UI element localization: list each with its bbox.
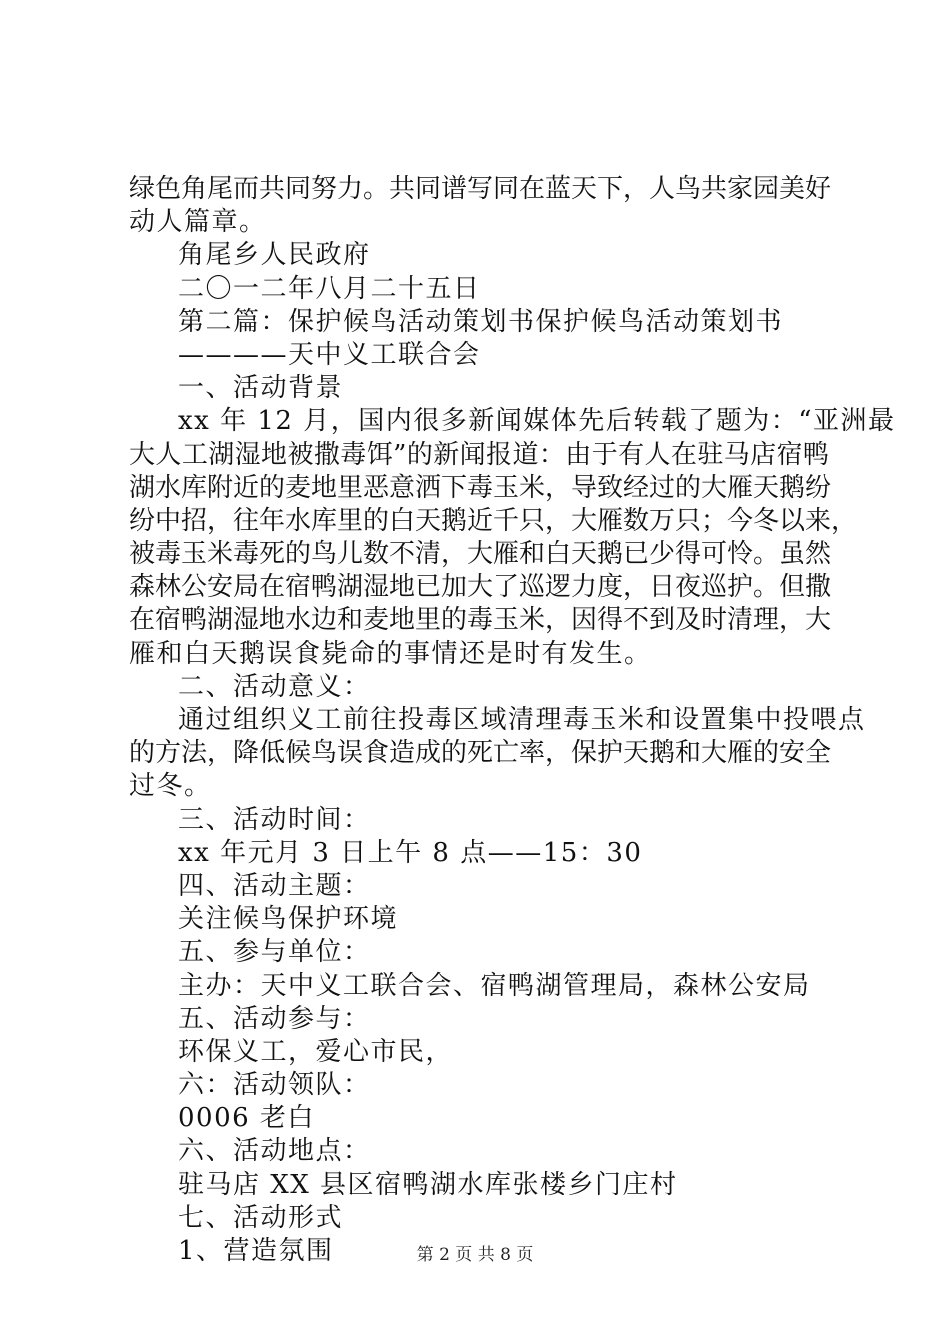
text-line: 大人工湖湿地被撒毒饵”的新闻报道：由于有人在驻马店宿鸭 [129,439,829,470]
text-line: 森林公安局在宿鸭湖湿地已加大了巡逻力度，日夜巡护。但撒 [129,572,832,603]
heading-significance: 二、活动意义： [178,671,371,702]
heading-location: 六、活动地点： [178,1136,371,1167]
text-line: 的方法，降低候鸟误食造成的死亡率，保护天鹅和大雁的安全 [129,738,832,769]
text-line: xx 年元月 3 日上午 8 点——15：30 [178,837,643,868]
text-line: xx 年 12 月，国内很多新闻媒体先后转载了题为：“亚洲最 [178,406,896,437]
text-line: 雁和白天鹅误食毙命的事情还是时有发生。 [129,638,652,669]
text-line: 1、营造氛围 [178,1236,334,1266]
heading-time: 三、活动时间： [178,804,371,835]
page-footer: 第 2 页 共 8 页 [416,1245,534,1265]
text-line: 纷中招，往年水库里的白天鹅近千只，大雁数万只；今冬以来， [129,505,858,536]
text-line: 被毒玉米毒死的鸟儿数不清，大雁和白天鹅已少得可怜。虽然 [129,539,832,570]
text-line: 绿色角尾而共同努力。共同谱写同在蓝天下，人鸟共家园美好 [129,174,832,204]
text-line: 动人篇章。 [129,207,267,238]
heading-leader: 六：活动领队： [178,1070,371,1101]
heading-participants: 五、活动参与： [178,1003,371,1034]
signature-org: 角尾乡人民政府 [178,240,371,271]
heading-background: 一、活动背景 [178,373,344,404]
text-line: 在宿鸭湖湿地水边和麦地里的毒玉米，因得不到及时清理，大 [129,605,832,636]
text-line: 驻马店 XX 县区宿鸭湖水库张楼乡门庄村 [178,1169,678,1200]
heading-theme: 四、活动主题： [178,870,371,901]
text-line: 0006 老白 [178,1103,315,1134]
text-line: 关注候鸟保护环境 [178,904,399,935]
text-line: 过冬。 [129,771,212,802]
heading-format: 七、活动形式 [178,1202,344,1233]
text-line: 通过组织义工前往投毒区域清理毒玉米和设置集中投喂点 [178,705,866,735]
text-line: 主办：天中义工联合会、宿鸭湖管理局，森林公安局 [178,970,811,1001]
document-body [129,173,896,1268]
text-line: 湖水库附近的麦地里恶意洒下毒玉米，导致经过的大雁天鹅纷 [129,472,832,503]
heading-units: 五、参与单位： [178,937,371,968]
signature-date: 二〇一二年八月二十五日 [178,273,481,304]
text-line: 环保义工，爱心市民， [178,1036,454,1067]
section-title: 第二篇：保护候鸟活动策划书保护候鸟活动策划书 [178,306,784,337]
section-subtitle: ————天中义工联合会 [178,339,481,370]
